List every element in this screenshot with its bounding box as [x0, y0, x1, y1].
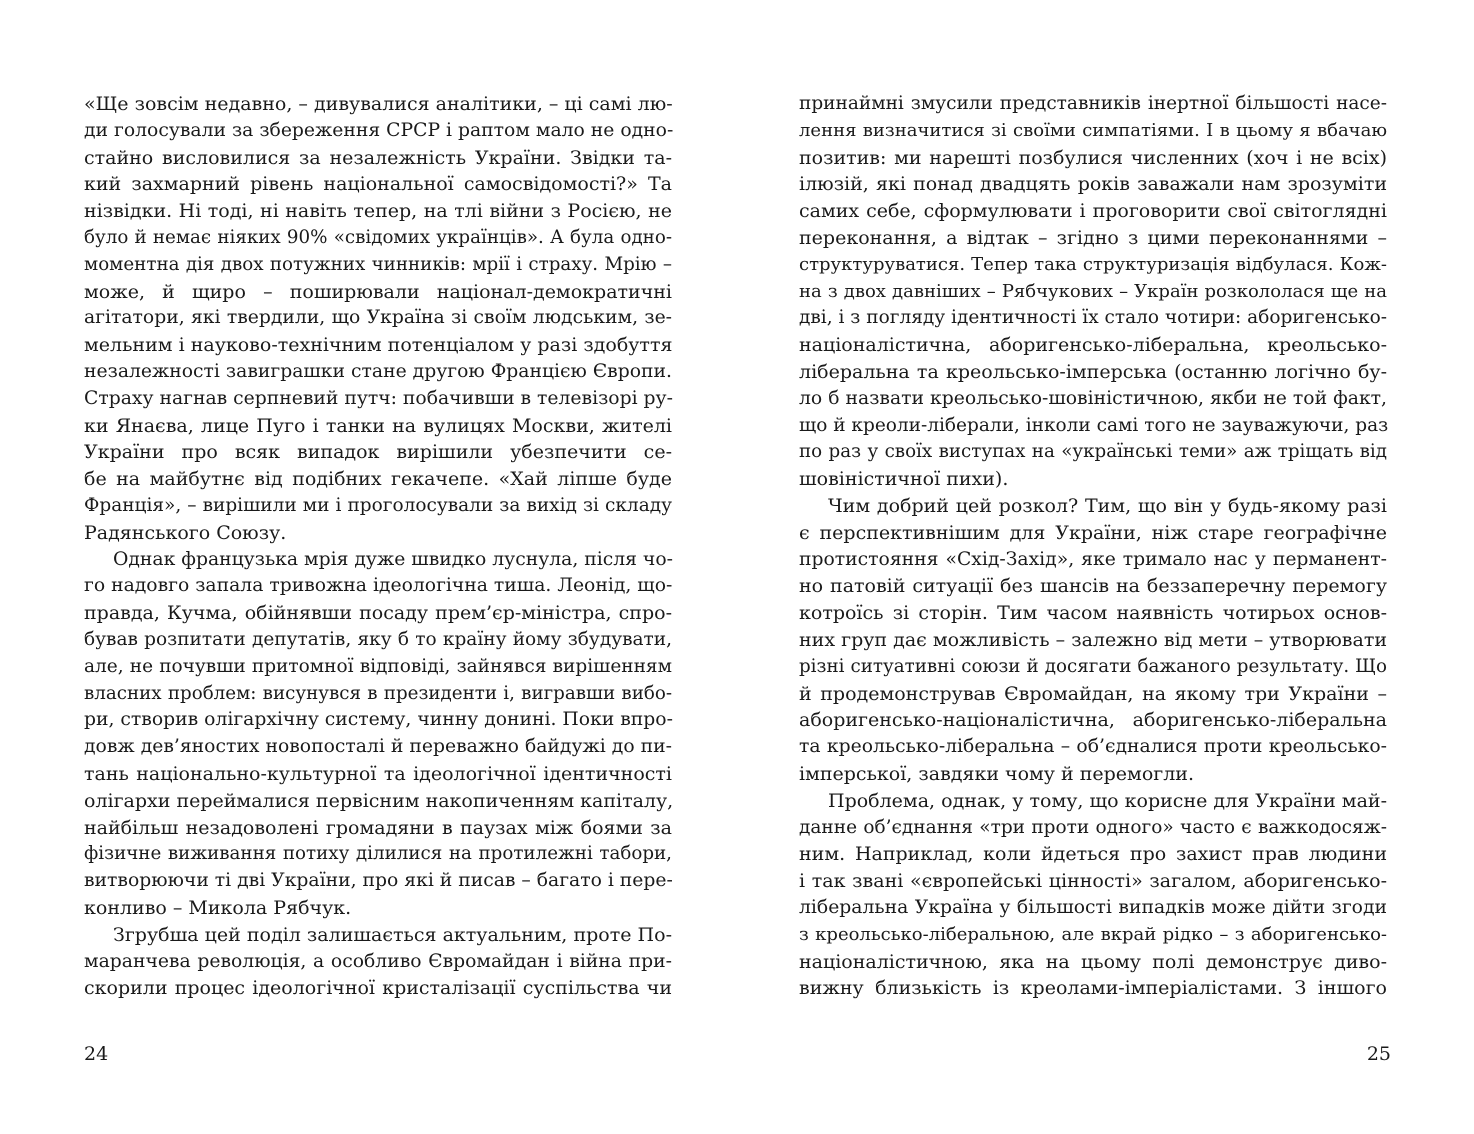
text-line: кий захмарний рівень національної самосвідомості?» Та [84, 173, 672, 196]
text-line: по раз у своїх виступах на «українські теми» аж тріщать від [799, 441, 1387, 463]
text-line: власних проблем: висунувся в президенти і, вигравши вибо- [84, 682, 672, 704]
text-line: тань національно-культурної та ідеологічної ідентичності [84, 762, 672, 785]
text-line: го надовго запала тривожна ідеологічна тиша. Леонід, що- [84, 575, 673, 597]
text-line: ліберальна та креольсько-імперська (останню логічно бу- [799, 360, 1387, 383]
text-line: ілюзій, які понад двадцять років заважали нам зрозуміти [799, 173, 1387, 196]
text-line: але, не почувши притомної відповіді, зайнявся вирішенням [84, 655, 672, 677]
text-line: но патовій ситуації без шансів на беззаперечну перемогу [799, 575, 1387, 598]
text-line: незалежності завиграшки стане другою Францією Європи. [84, 360, 672, 382]
text-line: моментна дія двох потужних чинників: мрії і страху. Мрію – [84, 253, 672, 275]
text-line: найбільш незадоволені громадяни в паузах між боями за [84, 816, 672, 839]
text-line: Однак французька мрія дуже швидко луснула, після чо- [113, 548, 673, 570]
text-line: було й немає ніяких 90% «свідомих українців». А була одно- [84, 226, 672, 248]
text-line: конливо – Микола Рябчук. [84, 896, 352, 919]
text-line: маранчева революція, а особливо Євромайдан і війна при- [84, 950, 672, 972]
text-line: лення визначитися зі своїми симпатіями. І в цьому я вбачаю [799, 119, 1387, 141]
text-line: Радянського Союзу. [84, 521, 287, 544]
text-line: бе на майбутнє від подібних гекачепе. «Хай ліпше буде [84, 468, 672, 491]
text-line: націоналістична, аборигенсько-ліберальна, креольсько- [799, 334, 1387, 357]
text-line: та креольсько-ліберальна – об’єдналися проти креольсько- [799, 736, 1387, 758]
text-line: ним. Наприклад, коли йдеться про захист прав людини [799, 843, 1387, 866]
text-line: витворюючи ті дві України, про які й писав – багато і пере- [84, 870, 673, 892]
text-line: ліберальна Україна у більшості випадків може дійти згоди [799, 896, 1387, 918]
text-line: принаймні змусили представників інертної більшості насе- [799, 93, 1387, 114]
text-line: імперської, завдяки чому й перемогли. [799, 762, 1194, 785]
text-line: Чим добрий цей розкол? Тим, що він у будь-якому разі [828, 494, 1387, 517]
text-line: аборигенсько-націоналістична, аборигенсько-ліберальна [799, 709, 1387, 732]
text-line: Страху нагнав серпневий путч: побачивши в телевізорі ру- [84, 387, 673, 409]
text-line: і так звані «європейські цінності» загалом, аборигенсько- [799, 870, 1387, 893]
left-page-text [84, 91, 672, 1002]
text-line: мельним і науково-технічним потенціалом у разі здобуття [84, 334, 673, 357]
text-line: з креольсько-ліберальною, але вкрай рідко – з аборигенсько- [799, 923, 1387, 945]
text-line: є перспективнішим для України, ніж старе географічне [799, 521, 1387, 544]
text-line: Проблема, однак, у тому, що корисне для України май- [828, 789, 1387, 812]
text-line: них груп дає можливість – залежно від мети – утворювати [799, 628, 1387, 651]
text-line: бував розпитати депутатів, яку б то країну йому збудувати, [84, 628, 672, 650]
page-number: 25 [1366, 1043, 1391, 1065]
right-page [737, 0, 1474, 1134]
text-line: данне об’єднання «три проти одного» часто є важкодосяж- [799, 816, 1387, 838]
text-line: скорили процес ідеологічної кристалізації суспільства чи [84, 977, 672, 1000]
text-line: ди голосували за збереження СРСР і раптом мало не одно- [84, 119, 674, 141]
text-line: переконання, а відтак – згідно з цими переконаннями – [799, 226, 1387, 249]
text-line: структуруватися. Тепер така структуризація відбулася. Кож- [799, 253, 1387, 275]
page-number: 24 [84, 1043, 109, 1065]
text-line: самих себе, сформулювати і проговорити свої світоглядні [799, 200, 1387, 223]
text-line: вижну близькість із креолами-імперіалістами. З іншого [799, 977, 1387, 1000]
text-line: Франція», – вирішили ми і проголосували за вихід зі складу [84, 494, 672, 516]
text-line: й продемонстрував Євромайдан, на якому три України – [799, 682, 1387, 705]
text-line: що й креоли-ліберали, інколи самі того не зауважуючи, раз [799, 414, 1389, 436]
text-line: позитив: ми нарешті позбулися численних (хоч і не всіх) [799, 146, 1387, 169]
text-line: нізвідки. Ні тоді, ні навіть тепер, на тлі війни з Росією, не [84, 200, 672, 223]
text-line: шовіністичної пихи). [799, 468, 1009, 491]
text-line: олігархи переймалися первісним накопиченням капіталу, [84, 789, 674, 812]
text-line: стайно висловилися за незалежність України. Звідки та- [84, 146, 672, 169]
text-line: дві, і з погляду ідентичності їх стало чотири: аборигенсько- [799, 307, 1387, 329]
right-page-text [799, 91, 1387, 1002]
text-line: правда, Кучма, обійнявши посаду прем’єр-міністра, спро- [84, 602, 672, 625]
text-line: різні ситуативні союзи й досягати бажаного результату. Що [799, 655, 1387, 677]
text-line: «Ще зовсім недавно, – дивувалися аналітики, – ці самі лю- [84, 93, 673, 115]
text-line: довж дев’яностих новопосталі й переважно байдужі до пи- [84, 736, 672, 758]
text-line: України про всяк випадок вирішили убезпечити се- [84, 441, 672, 464]
text-line: націоналістичною, яка на цьому полі демонструє диво- [799, 950, 1387, 973]
text-line: ри, створив олігархічну систему, чинну донині. Поки впро- [84, 709, 673, 731]
text-line: фізичне виживання потиху ділилися на протилежні табори, [84, 843, 672, 865]
text-line: агітатори, які твердили, що Україна зі своїм людським, зе- [84, 307, 672, 329]
text-line: ки Янаєва, лице Пуго і танки на вулицях Москви, жителі [84, 414, 672, 437]
text-line: протистояння «Схід-Захід», яке тримало нас у перманент- [799, 548, 1387, 570]
text-line: ло б назвати креольсько-шовіністичною, якби не той факт, [799, 387, 1387, 409]
text-line: Згрубша цей поділ залишається актуальним, проте По- [113, 923, 672, 946]
text-line: може, й щиро – поширювали націонал-демократичні [84, 280, 672, 303]
text-line: котроїсь зі сторін. Тим часом наявність чотирьох основ- [799, 602, 1387, 625]
text-line: на з двох давніших – Рябчукових – Україн розкололася ще на [799, 280, 1387, 302]
